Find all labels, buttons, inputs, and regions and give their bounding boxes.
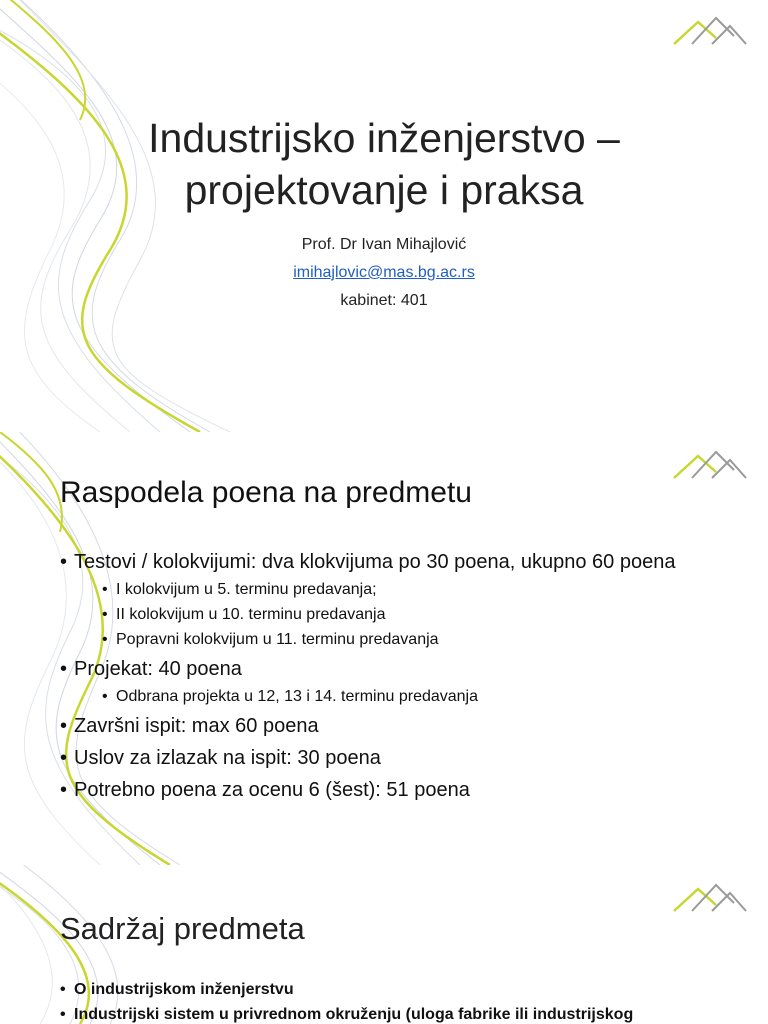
slide-points (0, 432, 768, 865)
slide-title-heading (0, 112, 768, 216)
list-item (60, 654, 738, 709)
sub-list-item: • Popravni kolokvijum u 11. terminu predavanja (74, 627, 738, 652)
contents-list (60, 977, 748, 1024)
list-item: • Industrijski sistem u privrednom okruženju (uloga fabrike ili industrijskog (60, 1002, 748, 1024)
email-link[interactable]: imihajlovic@mas.bg.ac.rs (293, 264, 475, 281)
slide-contents (0, 865, 768, 1024)
wave-decoration (0, 0, 260, 432)
logo-icon (672, 446, 750, 482)
sub-list (74, 684, 738, 709)
list-item-text: Testovi / kolokvijumi: dva klokvijuma po 30 poena, ukupno 60 poena (74, 551, 676, 573)
list-item (60, 743, 738, 773)
office-number: kabinet: 401 (340, 292, 428, 309)
sub-list-item: • II kolokvijum u 10. terminu predavanja (74, 602, 738, 627)
list-item-text: Potrebno poena za ocenu 6 (šest): 51 poena (74, 779, 470, 801)
list-item-text: Završni ispit: max 60 poena (74, 715, 319, 737)
logo-icon (672, 879, 750, 915)
list-item (60, 711, 738, 741)
list-item (60, 775, 738, 805)
list-item-text: Uslov za izlazak na ispit: 30 poena (74, 747, 381, 769)
title-line-2: projektovanje i praksa (184, 167, 584, 213)
contents-title: Sadržaj predmeta (60, 911, 305, 946)
list-item (60, 547, 738, 652)
sub-list (74, 577, 738, 652)
list-item-text: Projekat: 40 poena (74, 658, 242, 680)
sub-list-item: • Odbrana projekta u 12, 13 i 14. terminu predavanja (74, 684, 738, 709)
sub-list-item: • I kolokvijum u 5. terminu predavanja; (74, 577, 738, 602)
points-list (60, 545, 738, 805)
slide-title (0, 0, 768, 432)
title-line-1: Industrijsko inženjerstvo – (148, 115, 620, 161)
logo-icon (672, 12, 750, 48)
list-item: • O industrijskom inženjerstvu (60, 977, 748, 1002)
author-name: Prof. Dr Ivan Mihajlović (301, 236, 467, 253)
author-block (0, 231, 768, 315)
points-title: Raspodela poena na predmetu (60, 476, 472, 509)
